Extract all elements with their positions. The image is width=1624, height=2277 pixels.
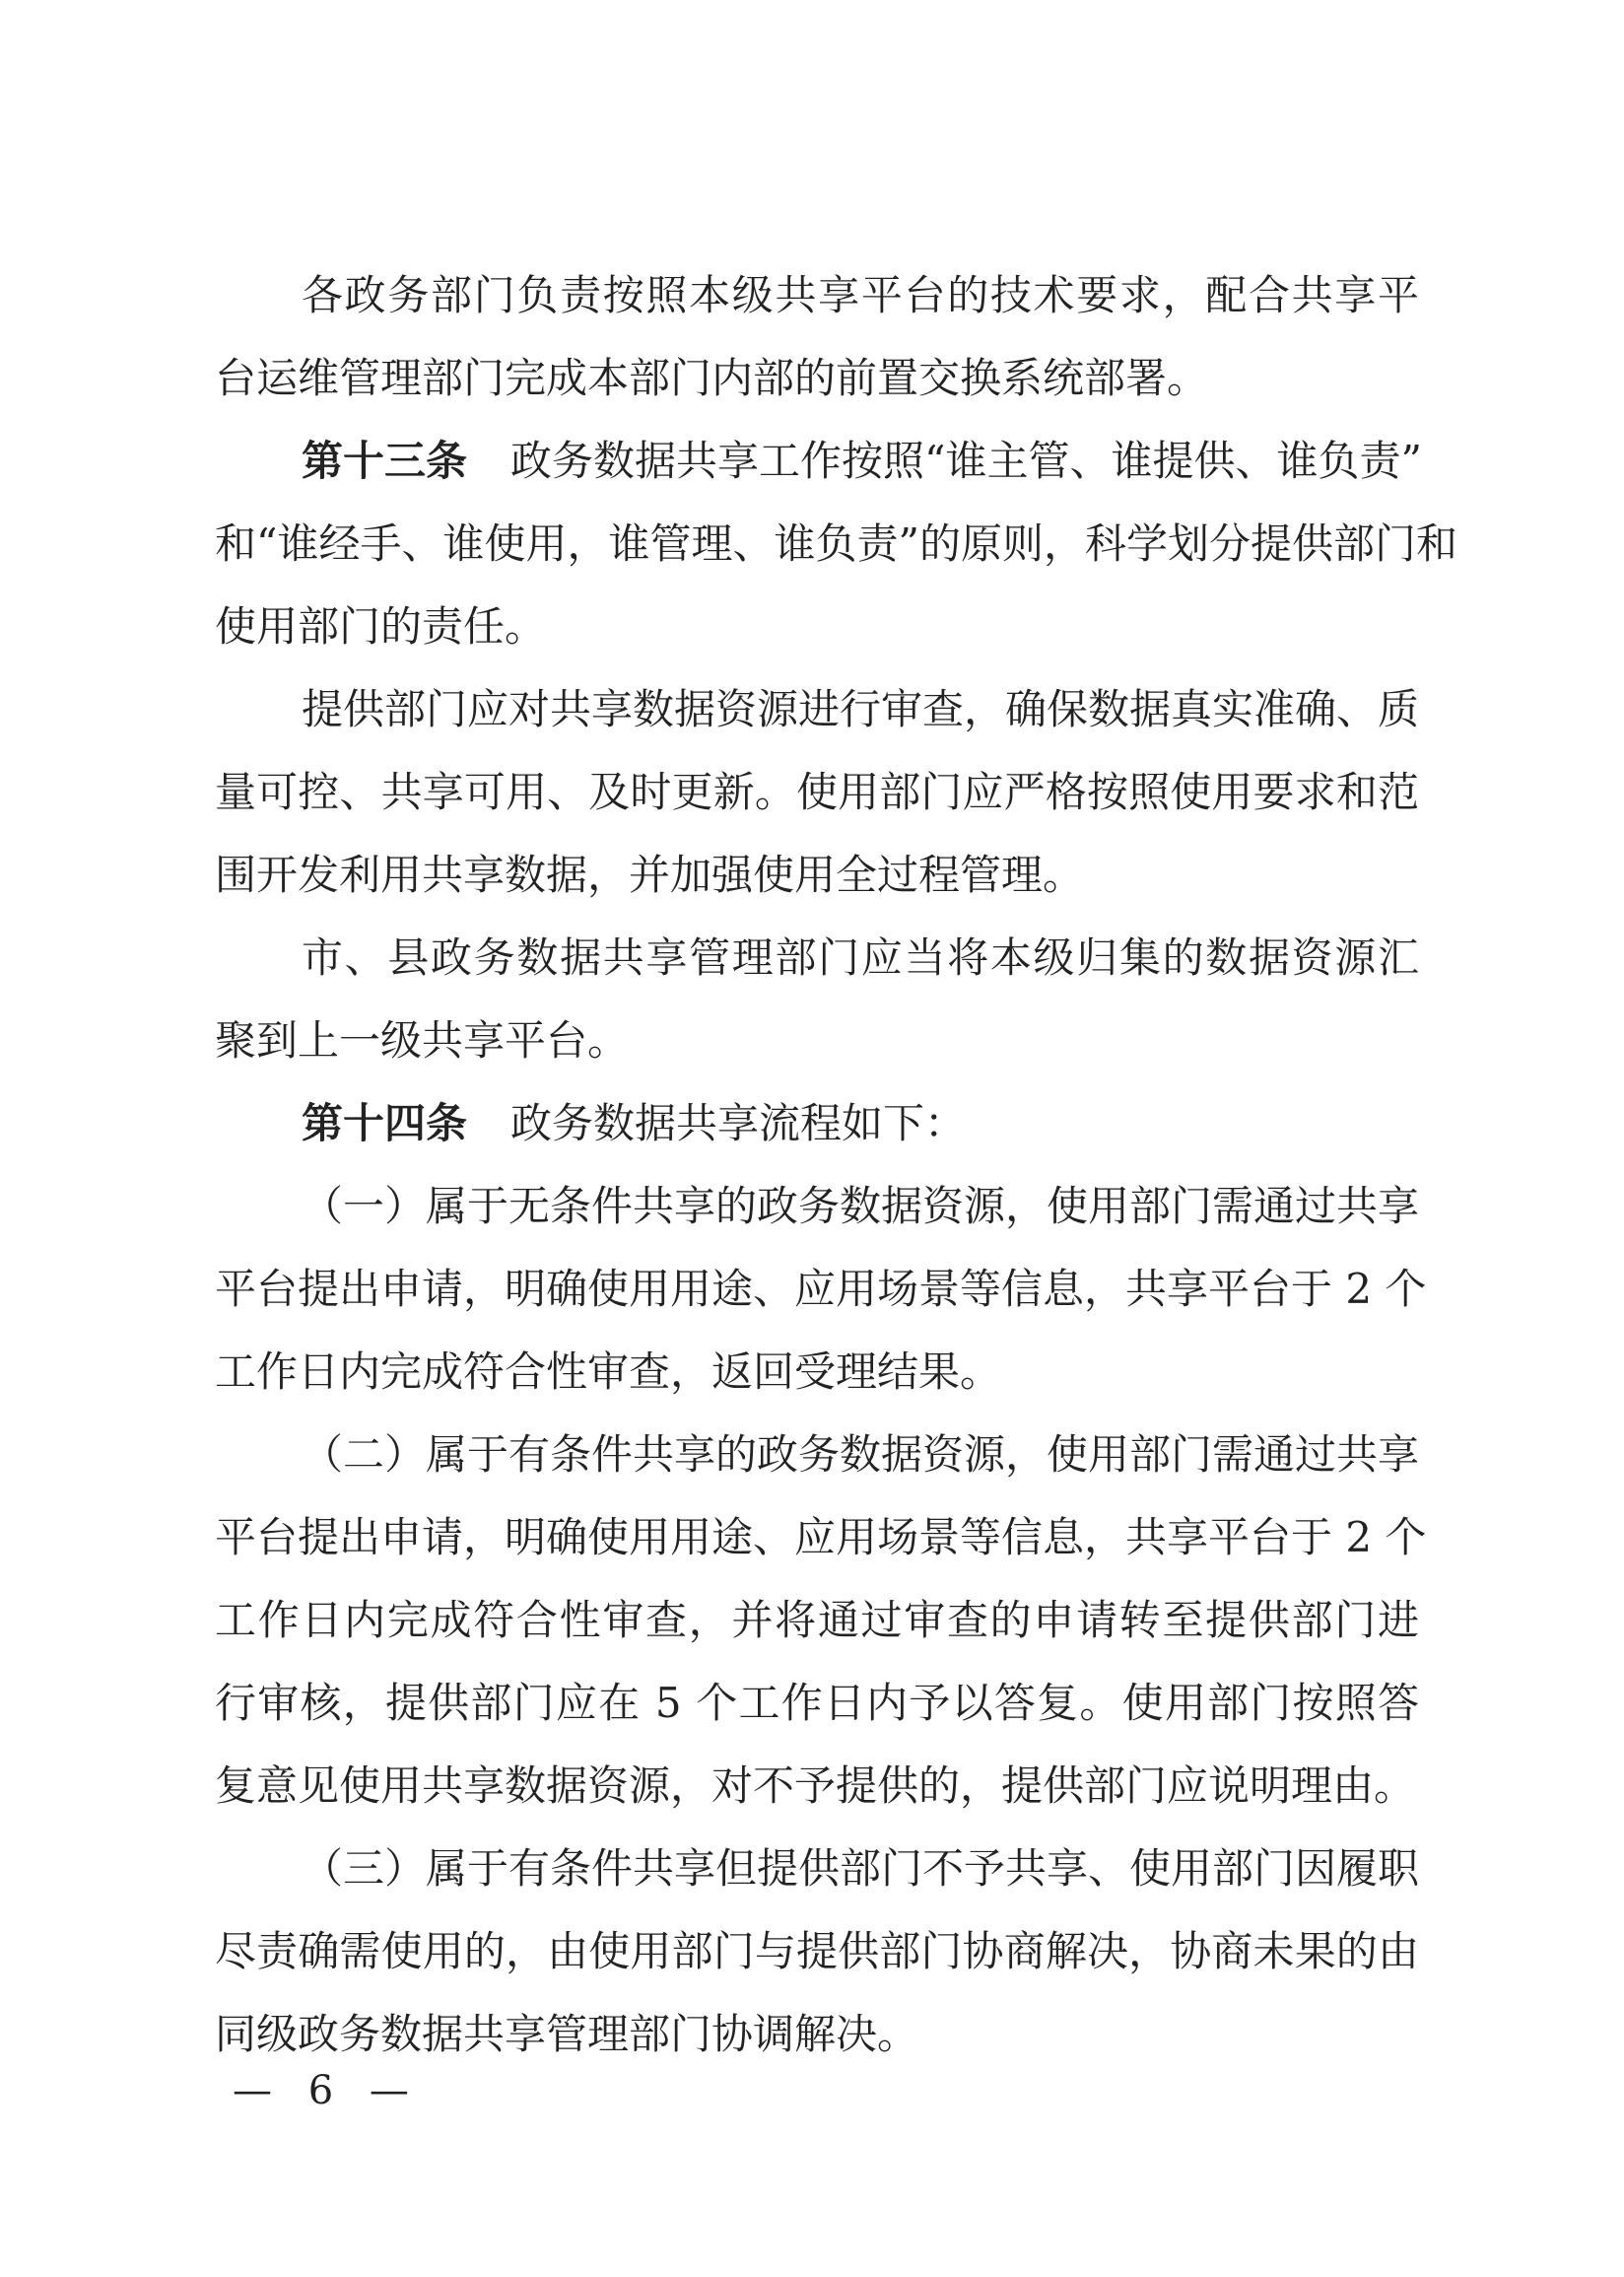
text-line <box>215 337 1419 420</box>
text-line <box>215 1496 1427 1579</box>
line-text: 同级政务数据共享管理部门协调解决。 <box>215 2010 919 2058</box>
page-number: — 6 — <box>233 2068 421 2113</box>
line-text: （一）属于无条件共享的政务数据资源，使用部门需通过共享 <box>302 1182 1420 1230</box>
text-line <box>215 834 1419 917</box>
text-line <box>215 1000 1419 1082</box>
text-line <box>215 917 1419 1000</box>
line-text: 围开发利用共享数据，并加强使用全过程管理。 <box>215 851 1085 899</box>
text-line <box>215 420 1422 503</box>
article-number: 第十三条 <box>302 437 468 485</box>
line-text: （三）属于有条件共享但提供部门不予共享、使用部门因履职 <box>302 1844 1420 1893</box>
line-text: 提供部门应对共享数据资源进行审查，确保数据真实准确、质 <box>302 685 1420 733</box>
text-line <box>215 1579 1419 1662</box>
line-text: 工作日内完成符合性审查，并将通过审查的申请转至提供部门进 <box>215 1596 1419 1644</box>
line-text: 各政务部门负责按照本级共享平台的技术要求，配合共享平 <box>302 271 1419 319</box>
article-number: 第十四条 <box>302 1099 468 1147</box>
text-line <box>215 1165 1419 1248</box>
text-line <box>215 503 1457 586</box>
line-text: 复意见使用共享数据资源，对不予提供的，提供部门应说明理由。 <box>215 1761 1416 1810</box>
line-text: 平台提出申请，明确使用用途、应用场景等信息，共享平台于 2 个 <box>215 1265 1427 1313</box>
line-text: 台运维管理部门完成本部门内部的前置交换系统部署。 <box>215 354 1209 402</box>
line-text: （二）属于有条件共享的政务数据资源，使用部门需通过共享 <box>302 1430 1420 1479</box>
text-line <box>215 1662 1419 1745</box>
line-text: 使用部门的责任。 <box>215 602 547 651</box>
line-text: 工作日内完成符合性审查，返回受理结果。 <box>215 1347 1002 1396</box>
text-line <box>215 1993 1419 2076</box>
line-text: 行审核，提供部门应在 5 个工作日内予以答复。使用部门按照答 <box>215 1679 1419 1727</box>
line-text: 量可控、共享可用、及时更新。使用部门应严格按照使用要求和范 <box>215 768 1419 816</box>
text-line <box>215 1745 1419 1828</box>
body-text <box>215 254 1457 2076</box>
text-line <box>215 1828 1419 1910</box>
line-text: 尽责确需使用的，由使用部门与提供部门协商解决，协商未果的由 <box>215 1927 1419 1975</box>
line-text: 市、县政务数据共享管理部门应当将本级归集的数据资源汇 <box>302 933 1419 982</box>
text-line <box>215 1414 1419 1496</box>
text-line <box>215 1910 1419 1993</box>
line-text: 聚到上一级共享平台。 <box>215 1016 630 1065</box>
line-text: 和“谁经手、谁使用，谁管理、谁负责”的原则，科学划分提供部门和 <box>215 519 1457 568</box>
text-line <box>215 1248 1427 1331</box>
text-line <box>215 751 1419 834</box>
line-text: 平台提出申请，明确使用用途、应用场景等信息，共享平台于 2 个 <box>215 1513 1427 1561</box>
text-line <box>215 254 1419 337</box>
text-line <box>215 586 1419 668</box>
text-line <box>215 1082 1419 1165</box>
line-text: 政务数据共享工作按照“谁主管、谁提供、谁负责” <box>510 437 1422 485</box>
text-line <box>215 668 1419 751</box>
text-line <box>215 1331 1419 1414</box>
line-text: 政务数据共享流程如下： <box>510 1099 967 1147</box>
